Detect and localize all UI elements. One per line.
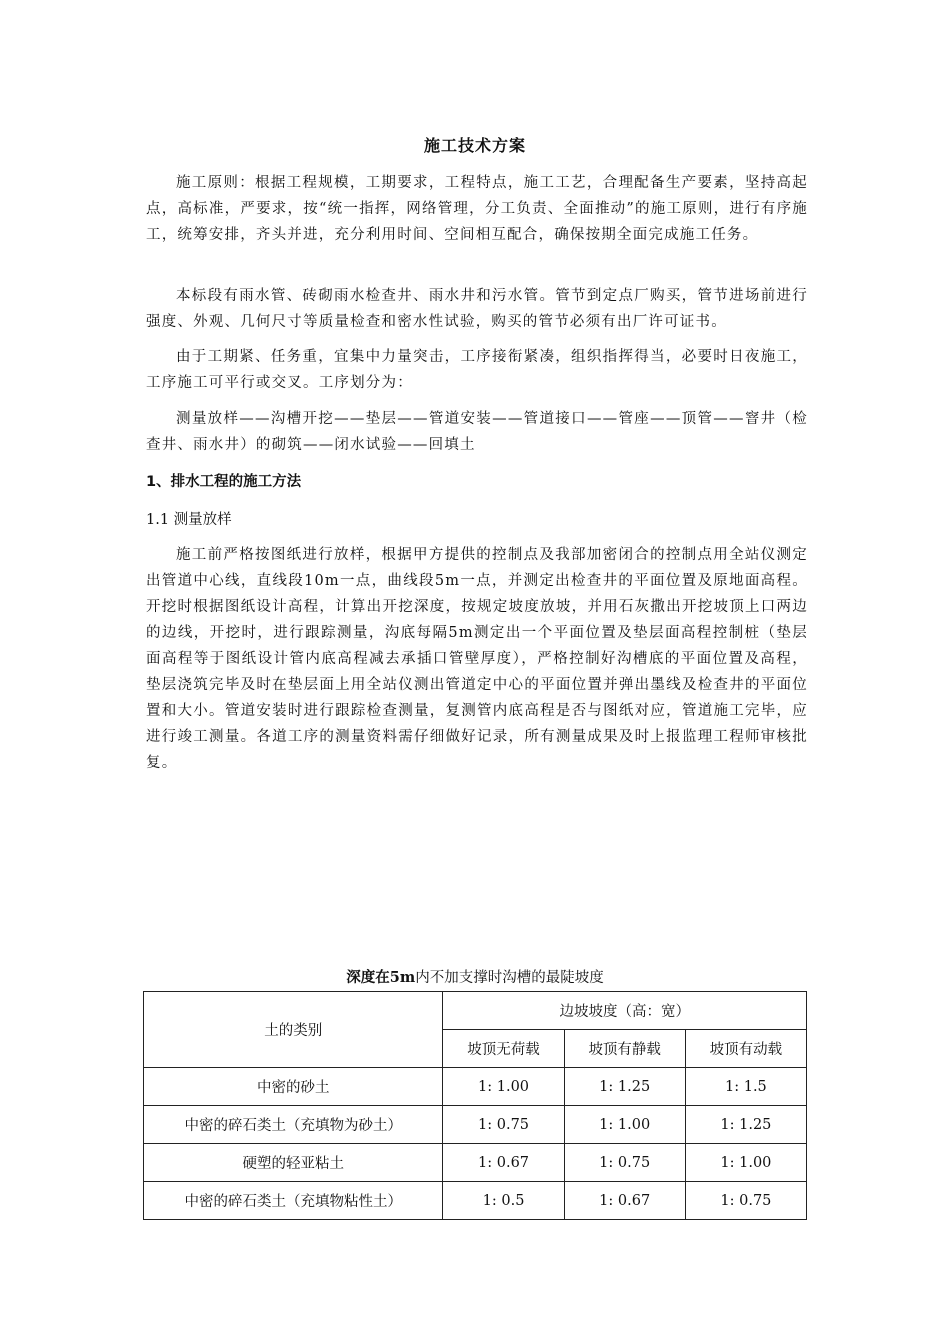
- paragraph-schedule: 由于工期紧、任务重，宜集中力量突击，工序接衔紧凑，组织指挥得当，必要时日夜施工，工序施工可平行或交叉。工序划分为：: [146, 349, 808, 391]
- slope-cell: [443, 1144, 564, 1182]
- slope-ratio-value: 1.00: [617, 1116, 651, 1133]
- slope-cell: [564, 1144, 685, 1182]
- slope-ratio-prefix: 1:: [720, 1116, 735, 1133]
- slope-ratio-value: 1.25: [617, 1078, 651, 1095]
- slope-ratio-prefix: 1:: [599, 1116, 614, 1133]
- paragraph-survey-layout: 施工前严格按图纸进行放样，根据甲方提供的控制点及我部加密闭合的控制点用全站仪测定出管道中心线，直线段10m一点，曲线段5m一点，并测定出检查井的平面位置及原地面高程。开挖时根据图纸设计高程，计算出开挖深度，按规定坡度放坡，并用石灰撒出开挖坡顶上口两边的边线，开挖时，进行跟踪测量，沟底每隔5m测定出一个平面位置及垫层面高程控制桩（垫层面高程等于图纸设计管内底高程减去承插口管壁厚度），严格控制好沟槽底的平面位置及高程，垫层浇筑完毕及时在垫层面上用全站仪测出管道定中心的平面位置并弹出墨线及检查井的平面位置和大小。管道安装时进行跟踪检查测量，复测管内底高程是否与图纸对应，管道施工完毕，应进行竣工测量。各道工序的测量资料需仔细做好记录，所有测量成果及时上报监理工程师审核批复。: [146, 547, 808, 771]
- slope-ratio-value: 0.67: [496, 1154, 530, 1171]
- soil-type-cell: 硬塑的轻亚粘土: [144, 1144, 443, 1182]
- slope-ratio-value: 0.75: [496, 1116, 530, 1133]
- slope-ratio-prefix: 1:: [599, 1078, 614, 1095]
- slope-ratio-prefix: 1:: [478, 1154, 493, 1171]
- soil-type-cell: 中密的砂土: [144, 1068, 443, 1106]
- page-title: 施工技术方案: [423, 136, 526, 155]
- slope-cell: [685, 1068, 806, 1106]
- slope-ratio-prefix: 1:: [482, 1192, 497, 1209]
- paragraph-principles: 施工原则：根据工程规模，工期要求，工程特点，施工工艺，合理配备生产要素，坚持高起点，高标准，严要求，按“统一指挥，网络管理，分工负责、全面推动”的施工原则，进行有序施工，统筹安排，齐头并进，充分利用时间、空间相互配合，确保按期全面完成施工任务。: [146, 175, 808, 243]
- paragraph-scope: 本标段有雨水管、砖砌雨水检查井、雨水井和污水管。管节到定点厂购买，管节进场前进行强度、外观、几何尺寸等质量检查和密水性试验，购买的管节必须有出厂许可证书。: [146, 288, 808, 330]
- table-caption-rest: 内不加支撑时沟槽的最陡坡度: [415, 970, 604, 986]
- slope-ratio-value: 1.5: [743, 1078, 767, 1095]
- table-row: [144, 1106, 807, 1144]
- slope-ratio-value: 1.00: [496, 1078, 530, 1095]
- header-slope-ratio: 边坡坡度（高：宽）: [443, 992, 807, 1030]
- slope-ratio-prefix: 1:: [720, 1154, 735, 1171]
- slope-ratio-prefix: 1:: [720, 1192, 735, 1209]
- table-row: [144, 1068, 807, 1106]
- slope-table: [143, 991, 807, 1220]
- slope-cell: [443, 1068, 564, 1106]
- slope-ratio-value: 1.25: [739, 1116, 772, 1133]
- table-row: [144, 1182, 807, 1220]
- slope-ratio-prefix: 1:: [599, 1192, 614, 1209]
- slope-cell: [685, 1144, 806, 1182]
- header-soil-type: 土的类别: [144, 992, 443, 1068]
- slope-cell: [564, 1182, 685, 1220]
- table-caption-bold: 深度在5m: [346, 969, 416, 986]
- soil-type-cell: 中密的碎石类土（充填物粘性土）: [144, 1182, 443, 1220]
- table-row: [144, 1144, 807, 1182]
- slope-ratio-prefix: 1:: [478, 1116, 493, 1133]
- slope-cell: [685, 1182, 806, 1220]
- slope-cell: [564, 1106, 685, 1144]
- subheader-dynamic-load: 坡顶有动载: [685, 1030, 806, 1068]
- slope-ratio-prefix: 1:: [724, 1078, 740, 1095]
- slope-ratio-value: 0.67: [617, 1192, 651, 1209]
- paragraph-process-sequence: 测量放样——沟槽开挖——垫层——管道安装——管道接口——管座——顶管——窨井（检查井、雨水井）的砌筑——闭水试验——回填土: [146, 411, 808, 453]
- slope-ratio-value: 0.5: [501, 1192, 525, 1209]
- slope-cell: [685, 1106, 806, 1144]
- slope-ratio-prefix: 1:: [478, 1078, 493, 1095]
- slope-cell: [443, 1182, 564, 1220]
- section-heading-1: 1、排水工程的施工方法: [146, 474, 302, 490]
- soil-type-cell: 中密的碎石类土（充填物为砂土）: [144, 1106, 443, 1144]
- slope-ratio-value: 0.75: [617, 1154, 651, 1171]
- subheader-no-load: 坡顶无荷载: [443, 1030, 564, 1068]
- section-heading-1-1: 1.1 测量放样: [146, 512, 232, 528]
- slope-ratio-value: 0.75: [739, 1192, 772, 1209]
- slope-cell: [564, 1068, 685, 1106]
- slope-ratio-prefix: 1:: [599, 1154, 614, 1171]
- table-caption: [0, 966, 950, 987]
- subheader-static-load: 坡顶有静载: [564, 1030, 685, 1068]
- slope-cell: [443, 1106, 564, 1144]
- slope-ratio-value: 1.00: [739, 1154, 772, 1171]
